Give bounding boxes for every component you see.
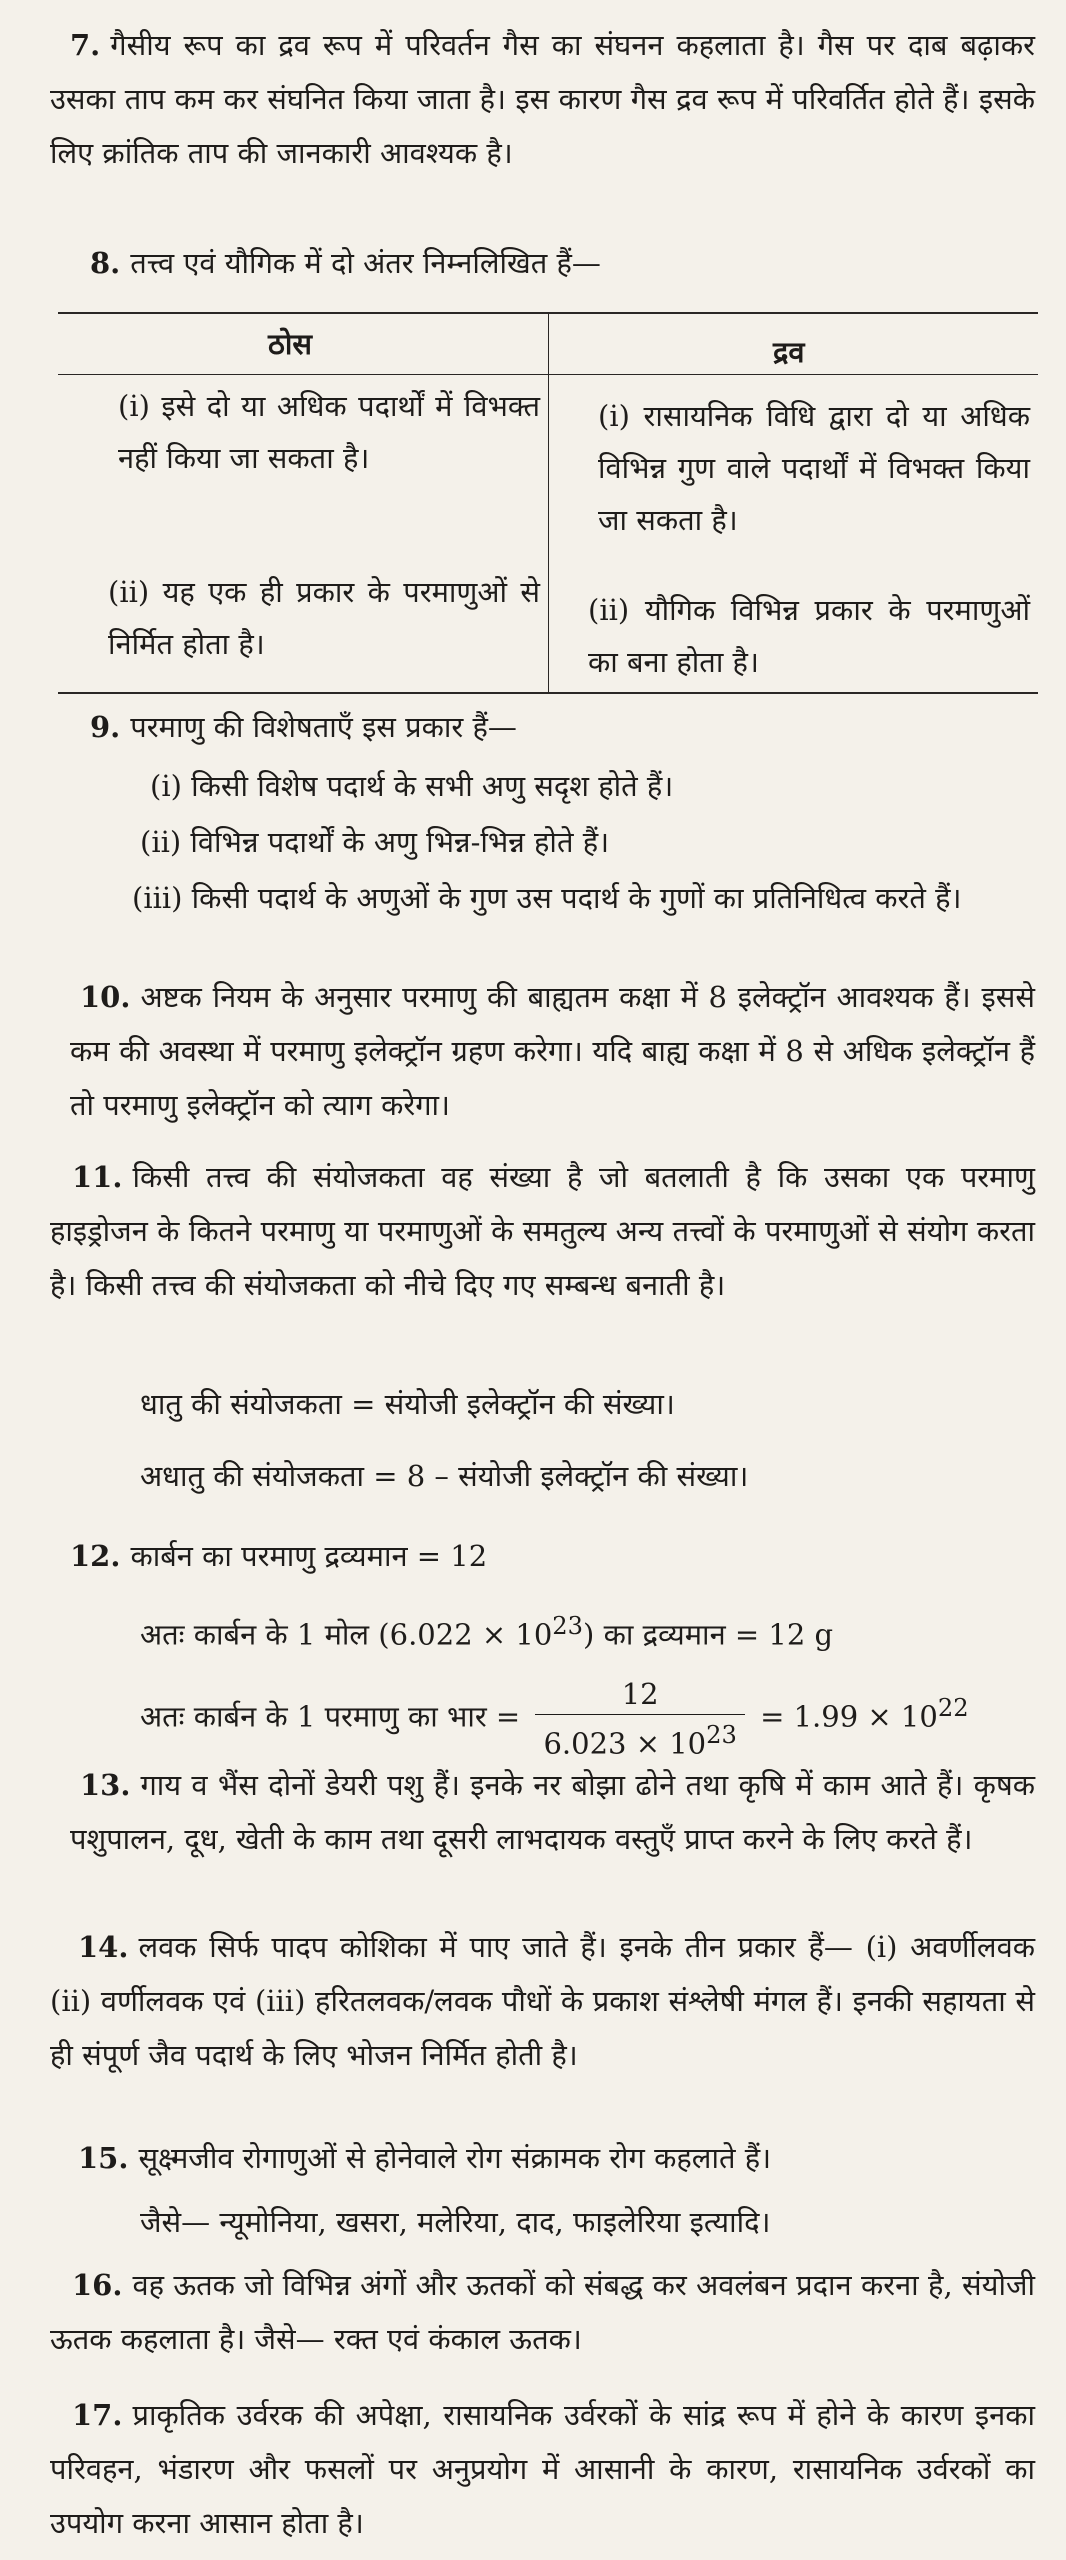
answer-number: 12. — [70, 1539, 121, 1573]
answer-number: 15. — [78, 2141, 129, 2175]
item-label: (iii) — [132, 881, 183, 915]
answer-number: 10. — [80, 980, 131, 1014]
answer-number: 14. — [78, 1930, 129, 1964]
table-cell-right-2 — [588, 584, 1030, 688]
answer-15 — [78, 2132, 1036, 2184]
answer-text: अष्टक नियम के अनुसार परमाणु की बाह्यतम कक्षा में 8 इलेक्ट्रॉन आवश्यक हैं। इससे कम की अवस्था में परमाणु इलेक्ट्रॉन ग्रहण करेगा। यदि बाह्य कक्षा में 8 से अधिक इलेक्ट्रॉन हैं तो परमाणु इलेक्ट्रॉन को त्याग करेगा। — [70, 980, 1035, 1122]
answer-number: 8. — [90, 246, 121, 280]
table-cell-left-1 — [118, 380, 540, 484]
answer-number: 9. — [90, 710, 121, 744]
answer-15-example: जैसे— न्यूमोनिया, खसरा, मलेरिया, दाद, फाइलेरिया इत्यादि। — [140, 2205, 771, 2239]
item-label: (ii) — [588, 593, 630, 627]
answer-14 — [50, 1920, 1035, 2082]
answer-text: गैसीय रूप का द्रव रूप में परिवर्तन गैस का संघनन कहलाता है। गैस पर दाब बढ़ाकर उसका ताप कम कर संघनित किया जाता है। इस कारण गैस द्रव रूप में परिवर्तित होते हैं। इसके लिए क्रांतिक ताप की जानकारी आवश्यक है। — [50, 28, 1035, 170]
exponent: 23 — [552, 1612, 584, 1640]
item-text: विभिन्न पदार्थों के अणु भिन्न-भिन्न होते हैं। — [190, 825, 610, 859]
comparison-table — [58, 312, 1038, 694]
answer-9 — [90, 700, 1030, 754]
mass-fraction — [535, 1674, 744, 1764]
answer-17 — [50, 2388, 1035, 2550]
answer-12-line-2 — [140, 1600, 1030, 1661]
answer-text: लवक सिर्फ पादप कोशिका में पाए जाते हैं। इनके तीन प्रकार हैं— (i) अवर्णीलवक (ii) वर्णीलवक एवं (iii) हरितलवक/लवक पौधों के प्रकाश संश्लेषी मंगल हैं। इनकी सहायता से ही संपूर्ण जैव पदार्थ के लिए भोजन निर्मित होती है। — [50, 1930, 1035, 2072]
mole-mass-text: अतः कार्बन के 1 मोल (6.022 × 10 — [140, 1617, 553, 1652]
answer-10 — [70, 970, 1035, 1132]
item-text: किसी विशेष पदार्थ के सभी अणु सदृश होते हैं। — [191, 769, 674, 803]
table-cell-right-1 — [598, 390, 1030, 546]
answer-7 — [50, 18, 1035, 180]
item-label: (i) — [118, 389, 150, 423]
exponent: 22 — [937, 1694, 969, 1722]
mole-mass-value: ) का द्रव्यमान = 12 g — [583, 1617, 834, 1652]
answer-11 — [50, 1150, 1035, 1312]
answer-number: 16. — [72, 2268, 123, 2302]
atom-mass-text: अतः कार्बन के 1 परमाणु का भार = — [140, 1699, 521, 1734]
fraction-denominator — [535, 1715, 744, 1764]
answer-12-line-3 — [140, 1668, 1040, 1763]
table-header-right: द्रव — [773, 335, 805, 369]
item-label: (ii) — [140, 825, 182, 859]
answer-9-item-3 — [132, 872, 1037, 924]
item-label: (ii) — [108, 575, 150, 609]
answer-number: 17. — [72, 2398, 123, 2432]
fraction-numerator: 12 — [621, 1676, 659, 1711]
cell-text: यह एक ही प्रकार के परमाणुओं से निर्मित होता है। — [108, 575, 541, 661]
table-header-left: ठोस — [268, 327, 312, 361]
table-cell-left-2 — [108, 566, 540, 670]
answer-text: वह ऊतक जो विभिन्न अंगों और ऊतकों को संबद्ध कर अवलंबन प्रदान करना है, संयोजी ऊतक कहलाता है। जैसे— रक्त एवं कंकाल ऊतक। — [50, 2268, 1035, 2356]
answer-text: कार्बन का परमाणु द्रव्यमान = 12 — [130, 1539, 488, 1573]
cell-text: रासायनिक विधि द्वारा दो या अधिक विभिन्न गुण वाले पदार्थों में विभक्त किया जा सकता है। — [598, 399, 1030, 537]
answer-9-item-2 — [140, 816, 1030, 868]
cell-text: यौगिक विभिन्न प्रकार के परमाणुओं का बना होता है। — [588, 593, 1030, 679]
answer-number: 13. — [80, 1768, 131, 1802]
answer-text: प्राकृतिक उर्वरक की अपेक्षा, रासायनिक उर्वरकों के सांद्र रूप में होने के कारण इनका परिवहन, भंडारण और फसलों पर अनुप्रयोग में आसानी के कारण, रासायनिक उर्वरकों का उपयोग करना आसान होता है। — [50, 2398, 1035, 2540]
answer-text: सूक्ष्मजीव रोगाणुओं से होनेवाले रोग संक्रामक रोग कहलाते हैं। — [138, 2141, 772, 2175]
answer-9-item-1 — [150, 760, 1030, 812]
answer-text: परमाणु की विशेषताएँ इस प्रकार हैं— — [130, 710, 517, 744]
item-label: (i) — [150, 769, 182, 803]
answer-number: 11. — [72, 1160, 123, 1194]
answer-text: तत्त्व एवं यौगिक में दो अंतर निम्नलिखित हैं— — [130, 246, 601, 280]
valency-metal-equation: धातु की संयोजकता = संयोजी इलेक्ट्रॉन की संख्या। — [140, 1387, 675, 1421]
exponent: 23 — [706, 1720, 737, 1749]
cell-text: इसे दो या अधिक पदार्थों में विभक्त नहीं किया जा सकता है। — [118, 389, 541, 475]
answer-text: किसी तत्त्व की संयोजकता वह संख्या है जो बतलाती है कि उसका एक परमाणु हाइड्रोजन के कितने परमाणु या परमाणुओं के समतुल्य अन्य तत्त्वों के परमाणुओं से संयोग करता है। किसी तत्त्व की संयोजकता को नीचे दिए गए सम्बन्ध बनाती है। — [50, 1160, 1035, 1302]
table-column-divider — [548, 314, 549, 692]
answer-13 — [70, 1758, 1035, 1866]
answer-text: गाय व भैंस दोनों डेयरी पशु हैं। इनके नर बोझा ढोने तथा कृषि में काम आते हैं। कृषक पशुपालन, दूध, खेती के काम तथा दूसरी लाभदायक वस्तुएँ प्राप्त करने के लिए करते हैं। — [70, 1768, 1035, 1856]
valency-nonmetal-equation: अधातु की संयोजकता = 8 – संयोजी इलेक्ट्रॉन की संख्या। — [140, 1459, 749, 1493]
answer-16 — [50, 2258, 1035, 2366]
answer-8 — [90, 236, 1030, 290]
item-text: किसी पदार्थ के अणुओं के गुण उस पदार्थ के गुणों का प्रतिनिधित्व करते हैं। — [191, 881, 962, 915]
atom-mass-result: = 1.99 × 10 — [760, 1699, 938, 1734]
answer-12-line-1 — [70, 1530, 1030, 1582]
answer-number: 7. — [70, 28, 101, 62]
denominator-base: 6.023 × 10 — [543, 1726, 707, 1761]
item-label: (i) — [598, 399, 630, 433]
